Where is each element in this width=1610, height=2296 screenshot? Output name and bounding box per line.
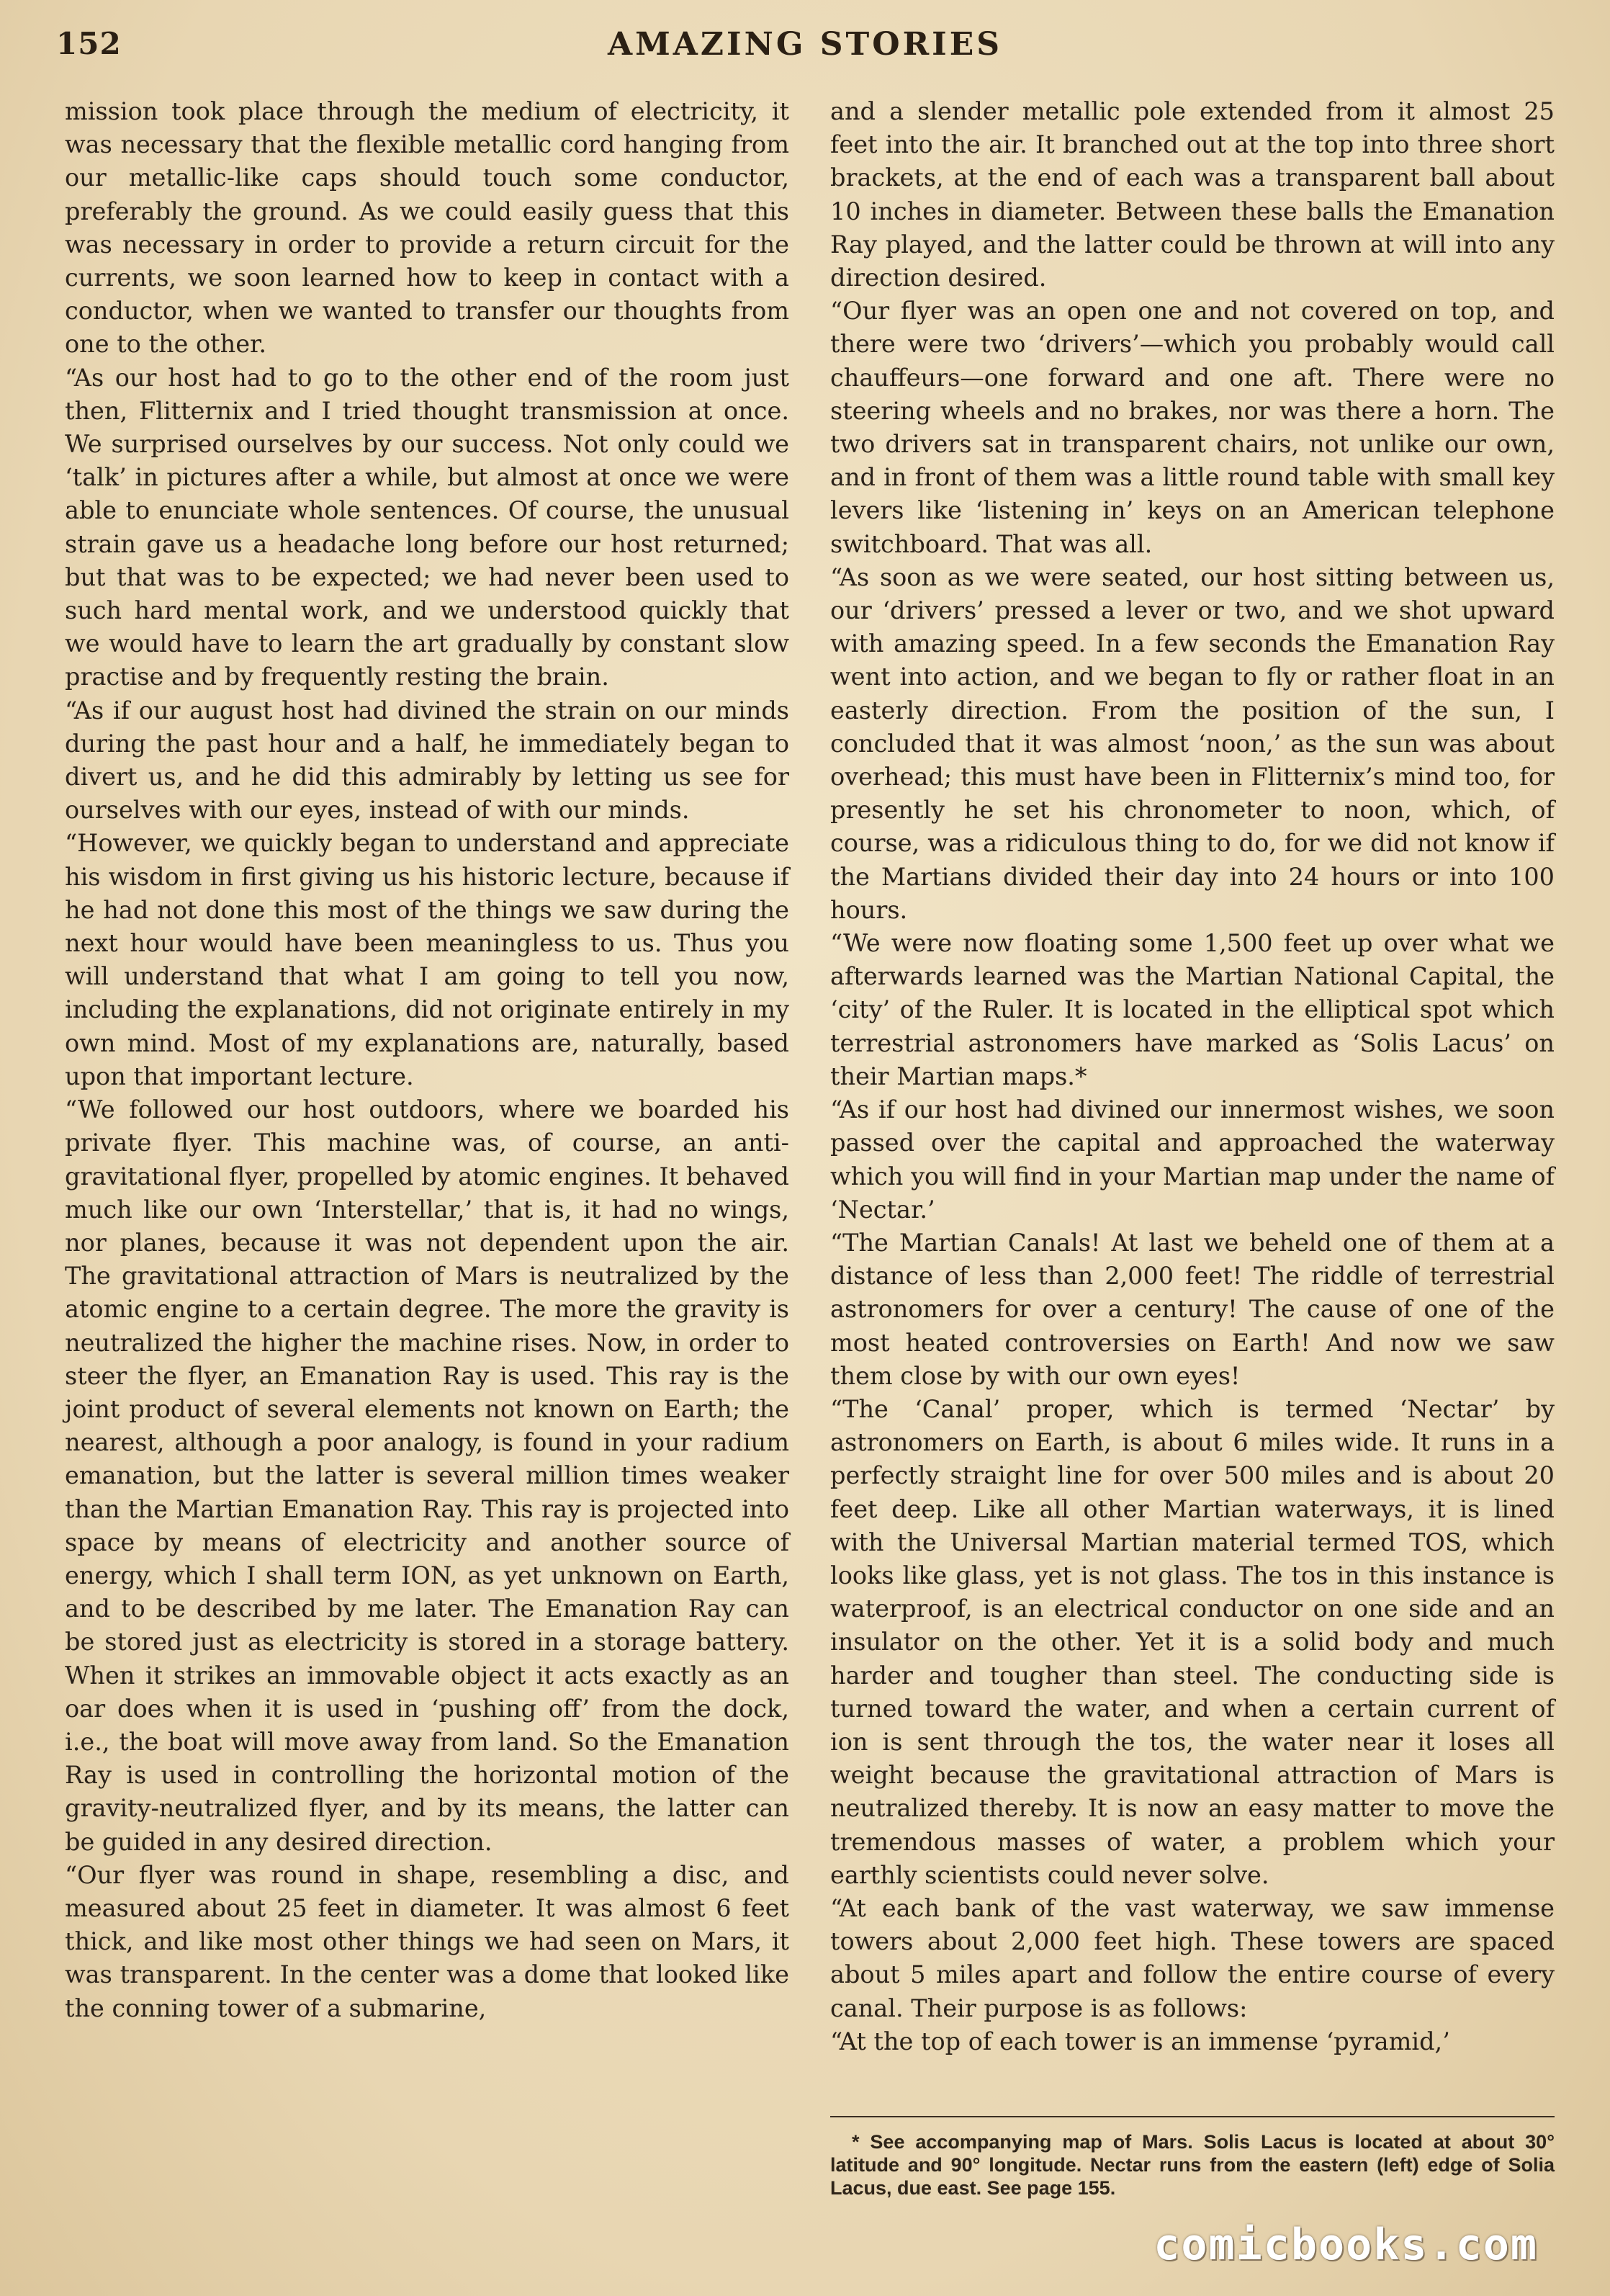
- paragraph: “Our flyer was an open one and not covered on top, and there were two ‘drivers’—which you probably would call chauffeurs—one forward and one aft. There were no steering wheels and no brakes, nor was there a horn. The two drivers sat in transparent chairs, not unlike our own, and in front of them was a little round table with small key levers like ‘listening in’ keys on an American telephone switchboard. That was all.: [830, 297, 1555, 558]
- right-column: [830, 95, 1555, 2097]
- paragraph: “Our flyer was round in shape, resembling a disc, and measured about 25 feet in diameter. It was almost 6 feet thick, and like most other things we had seen on Mars, it was transparent. In the center was a dome that looked like the conning tower of a submarine,: [65, 1860, 789, 2022]
- paragraph: “At each bank of the vast waterway, we saw immense towers about 2,000 feet high. These towers are spaced about 5 miles apart and follow the entire course of every canal. Their purpose is as follows:: [830, 1893, 1555, 2022]
- magazine-title: AMAZING STORIES: [607, 26, 1003, 63]
- paragraph: “The ‘Canal’ proper, which is termed ‘Nectar’ by astronomers on Earth, is about 6 miles wide. It runs in a perfectly straight line for over 500 miles and is about 20 feet deep. Like all other Martian waterways, it is lined with the Universal Martian material termed TOS, which looks like glass, yet is not glass. The tos in this instance is waterproof, is an electrical conductor on one side and an insulator on the other. Yet it is a solid body and much harder and tougher than steel. The conducting side is turned toward the water, and when a certain current of ion is sent through the tos, the water near it loses all weight because the gravitational attraction of Mars is neutralized thereby. It is now an easy matter to move the tremendous masses of water, a problem which your earthly scientists could never solve.: [830, 1394, 1555, 1889]
- paragraph: “As soon as we were seated, our host sitting between us, our ‘drivers’ pressed a lever or two, and we shot upward with amazing speed. In a few seconds the Emanation Ray went into action, and we began to fly or rather float in an easterly direction. From the position of the sun, I concluded that it was almost ‘noon,’ as the sun was about overhead; this must have been in Flitternix’s mind too, for presently he set his chronometer to noon, which, of course, was a ridiculous thing to do, for we did not know if the Martians divided their day into 24 hours or into 100 hours.: [830, 562, 1555, 924]
- watermark-logo: comicbooks.com: [1153, 2220, 1538, 2270]
- paragraph: mission took place through the medium of electricity, it was necessary that the flexible metallic cord hanging from our metallic-like caps should touch some conductor, preferably the ground. As we could easily guess that this was necessary in order to provide a return circuit for the currents, we soon learned how to keep in contact with a conductor, when we wanted to transfer our thoughts from one to the other.: [65, 97, 789, 359]
- paragraph: “We followed our host outdoors, where we boarded his private flyer. This machine was, of course, an anti-gravitational flyer, propelled by atomic engines. It behaved much like our own ‘Interstellar,’ that is, it had no wings, nor planes, because it was not dependent upon the air. The gravitational attraction of Mars is neutralized by the atomic engine to a certain degree. The more the gravity is neutralized the higher the machine rises. Now, in order to steer the flyer, an Emanation Ray is used. This ray is the joint product of several elements not known on Earth; the nearest, although a poor analogy, is found in your radium emanation, but the latter is several million times weaker than the Martian Emanation Ray. This ray is projected into space by means of electricity and another source of energy, which I shall term ION, as yet unknown on Earth, and to be described by me later. The Emanation Ray can be stored just as electricity is stored in a storage battery. When it strikes an immovable object it acts exactly as an oar does when it is used in ‘pushing off’ from the dock, i.e., the boat will move away from land. So the Emanation Ray is used in controlling the horizontal motion of the gravity-neutralized flyer, and by its means, the latter can be guided in any desired direction.: [65, 1095, 789, 1856]
- left-column: [65, 95, 789, 2025]
- paragraph: “The Martian Canals! At last we beheld one of them at a distance of less than 2,000 feet! The riddle of terrestrial astronomers for over a century! The cause of one of the most heated controversies on Earth! And now we saw them close by with our own eyes!: [830, 1228, 1555, 1390]
- footnote-text: * See accompanying map of Mars. Solis Lacus is located at about 30° latitude and 90° longitude. Nectar runs from the eastern (left) edge of Solia Lacus, due east. See page 155.: [830, 2131, 1555, 2199]
- paragraph: “However, we quickly began to understand and appreciate his wisdom in first giving us his historic lecture, because if he had not done this most of the things we saw during the next hour would have been meaningless to us. Thus you will understand that what I am going to tell you now, including the explanations, did not originate entirely in my own mind. Most of my explanations are, naturally, based upon that important lecture.: [65, 829, 789, 1090]
- paragraph: “As our host had to go to the other end of the room just then, Flitternix and I tried thought transmission at once. We surprised ourselves by our success. Not only could we ‘talk’ in pictures after a while, but almost at once we were able to enunciate whole sentences. Of course, the unusual strain gave us a headache long before our host returned; but that was to be expected; we had never been used to such hard mental work, and we understood quickly that we would have to learn the art gradually by constant slow practise and by frequently resting the brain.: [65, 363, 789, 691]
- paragraph: and a slender metallic pole extended from it almost 25 feet into the air. It branched out at the top into three short brackets, at the end of each was a transparent ball about 10 inches in diameter. Between these balls the Emanation Ray played, and the latter could be thrown at will into any direction desired.: [830, 97, 1555, 292]
- page-number: 152: [56, 26, 122, 61]
- paragraph: “At the top of each tower is an immense ‘pyramid,’: [830, 2027, 1450, 2055]
- paragraph: “We were now floating some 1,500 feet up over what we afterwards learned was the Martian National Capital, the ‘city’ of the Ruler. It is located in the elliptical spot which terrestrial astronomers have marked as ‘Solis Lacus’ on their Martian maps.*: [830, 929, 1555, 1090]
- footnote: [830, 2116, 1555, 2199]
- paragraph: “As if our august host had divined the strain on our minds during the past hour and a half, he immediately began to divert us, and he did this admirably by letting us see for ourselves with our eyes, instead of with our minds.: [65, 696, 789, 825]
- page-header: [0, 0, 1610, 86]
- paragraph: “As if our host had divined our innermost wishes, we soon passed over the capital and approached the waterway which you will find in your Martian map under the name of ‘Nectar.’: [830, 1095, 1555, 1224]
